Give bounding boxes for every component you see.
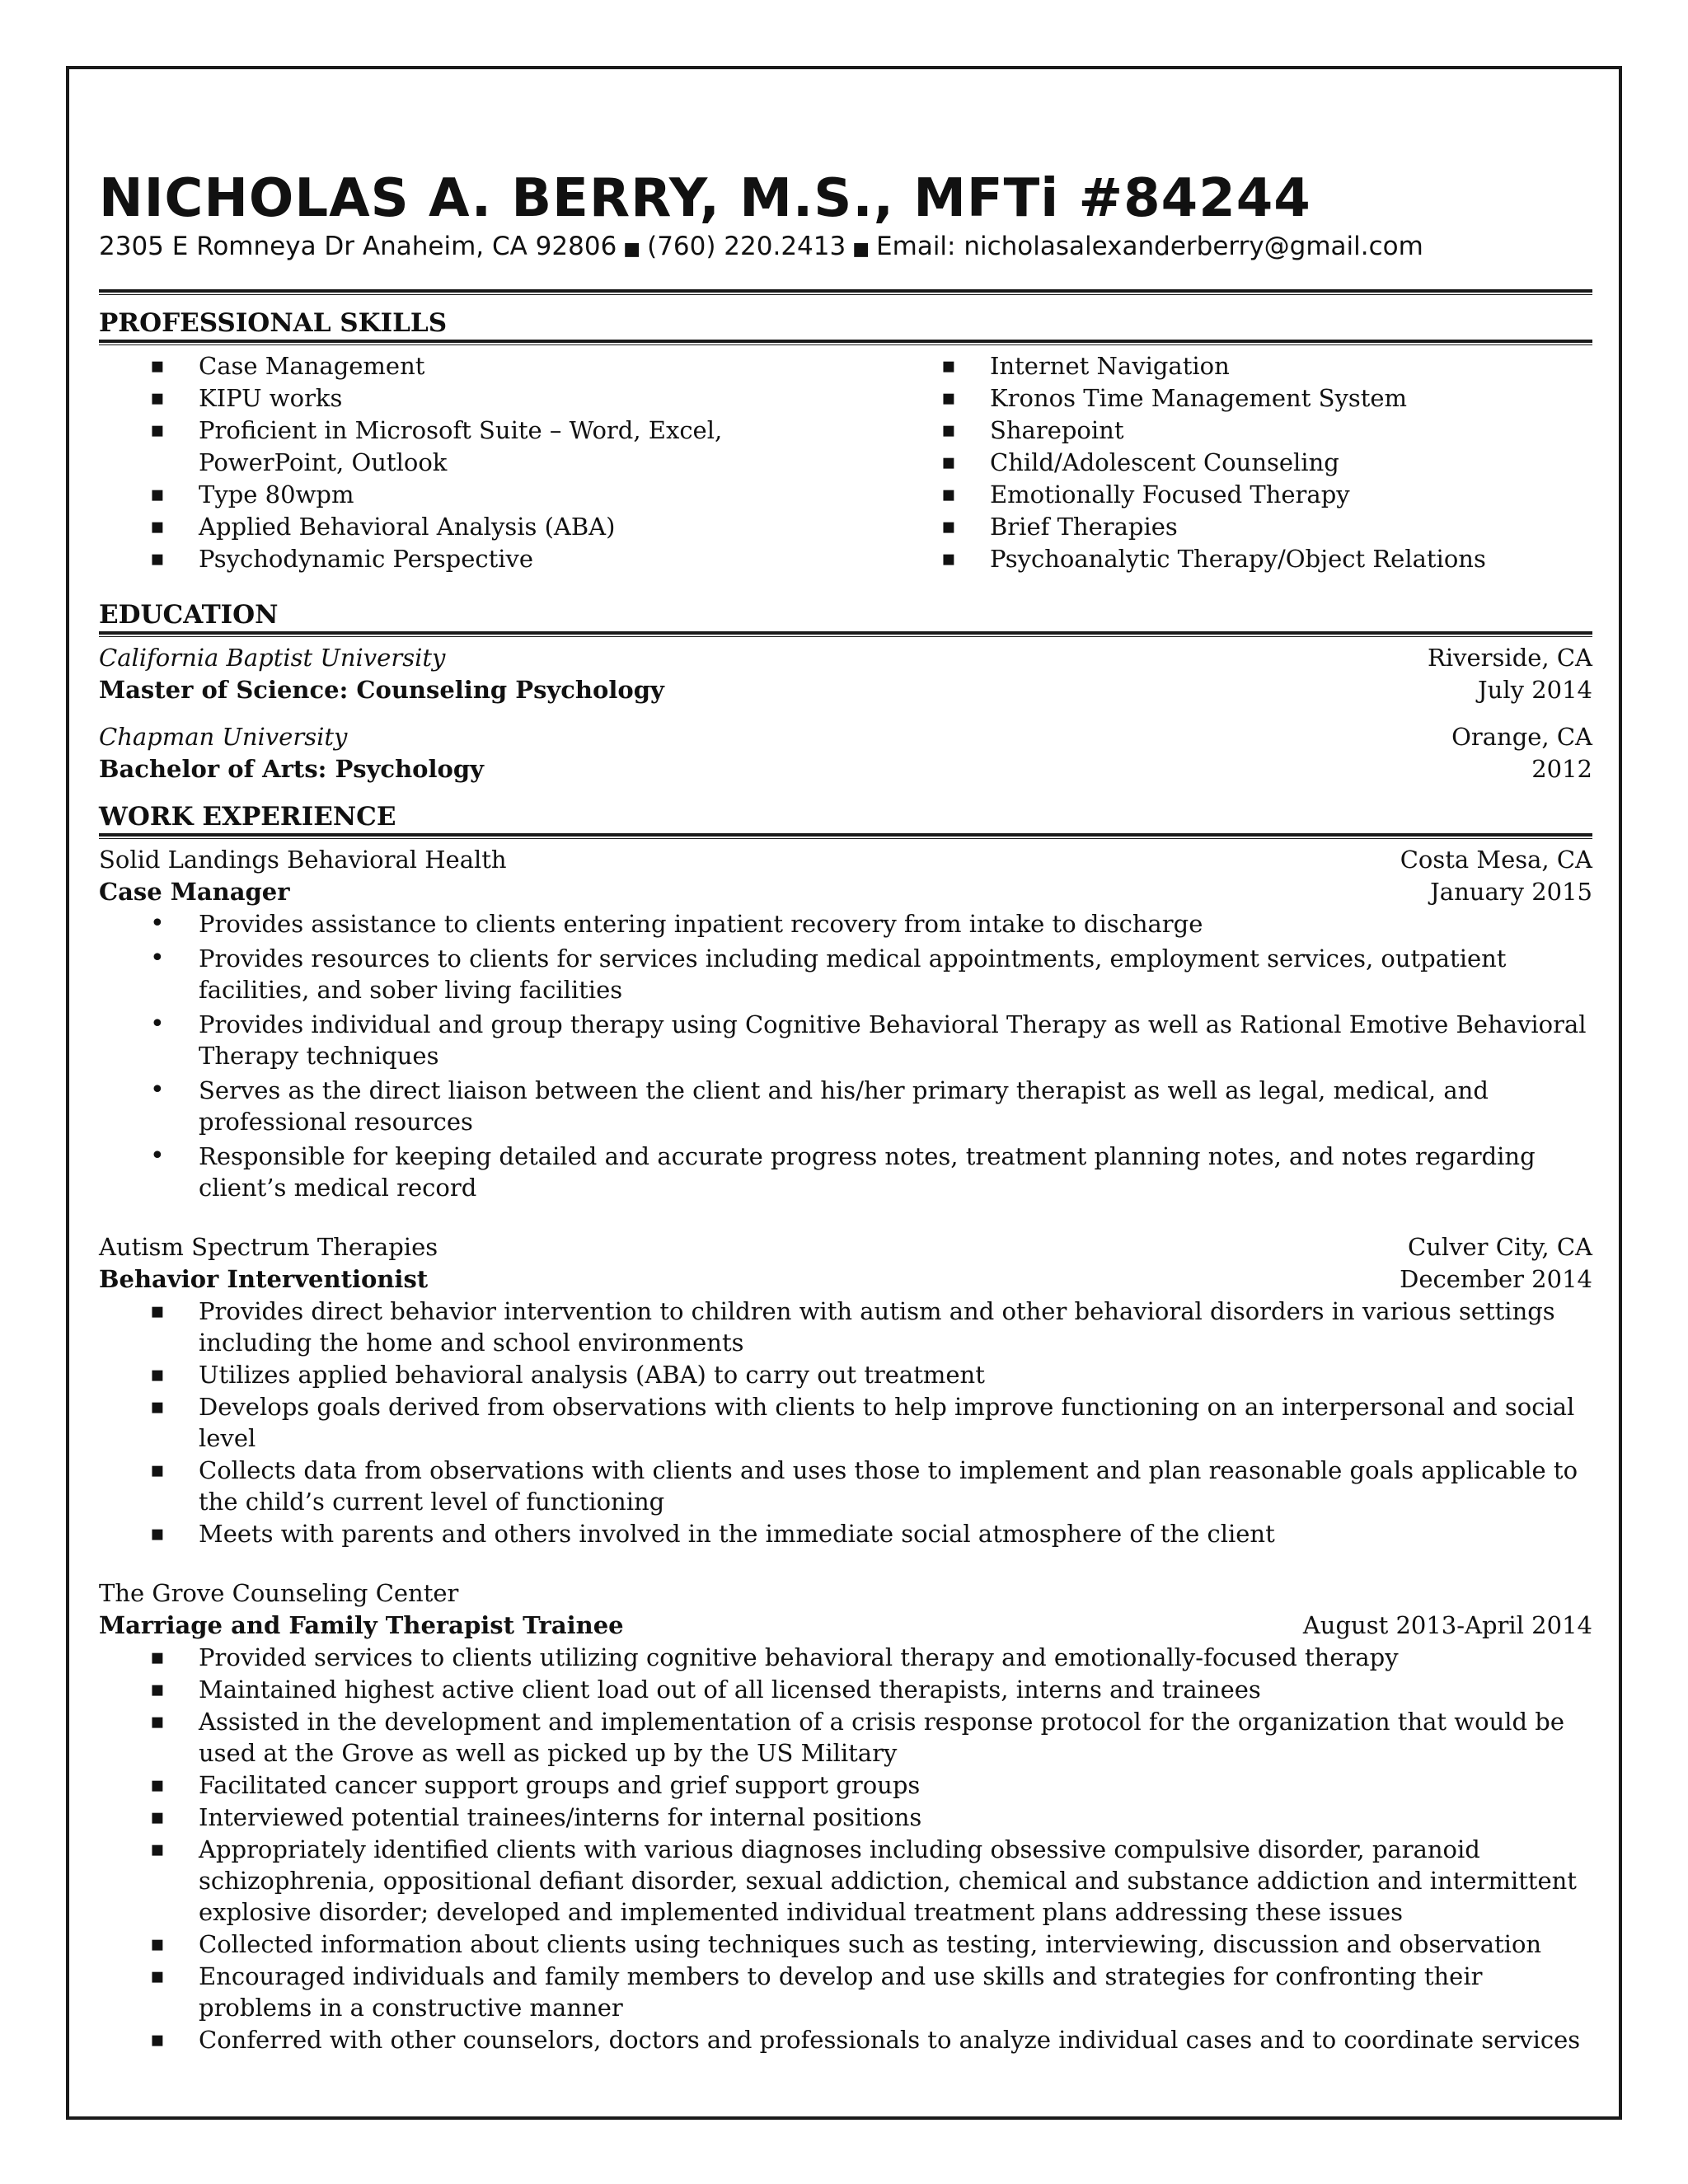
job-bullet: ▪ Utilizes applied behavioral analysis (ABA) to carry out treatment (99, 1359, 1592, 1390)
job-bullet: ▪ Meets with parents and others involved in the immediate social atmosphere of the client (99, 1518, 1592, 1549)
job-title: Case Manager (99, 878, 290, 906)
job-row (99, 1263, 1592, 1296)
degree-date: July 2014 (1478, 676, 1592, 704)
job-bullet: • Serves as the direct liaison between the client and his/her primary therapist as well as legal, medical, and professional resources (99, 1075, 1592, 1137)
school-location: Orange, CA (1451, 723, 1592, 751)
skill-item: ▪ Type 80wpm (99, 479, 890, 511)
education-section (99, 598, 1592, 785)
candidate-name: NICHOLAS A. BERRY, M.S., MFTi #84244 (99, 168, 1311, 229)
education-heading: EDUCATION (99, 600, 279, 630)
education-row (99, 753, 1592, 785)
job-bullet: • Provides individual and group therapy using Cognitive Behavioral Therapy as well as Rational Emotive Behavioral Therapy techniques (99, 1009, 1592, 1071)
school-name: California Baptist University (99, 644, 446, 672)
job-bullet: ▪ Develops goals derived from observations with clients to help improve functioning on an interpersonal and social level (99, 1391, 1592, 1454)
degree: Master of Science: Counseling Psychology (99, 676, 664, 704)
job-bullet: ▪ Facilitated cancer support groups and grief support groups (99, 1769, 1592, 1801)
section-rule (99, 833, 1592, 839)
skill-item: ▪ Kronos Time Management System (890, 382, 1486, 415)
education-row (99, 674, 1592, 706)
work-heading: WORK EXPERIENCE (99, 802, 396, 832)
job-bullet: • Provides resources to clients for services including medical appointments, employment services, outpatient facilities, and sober living facilities (99, 943, 1592, 1005)
job-entry (99, 1231, 1592, 1549)
section-rule (99, 631, 1592, 637)
degree-date: 2012 (1531, 755, 1592, 783)
skill-item: ▪ Psychoanalytic Therapy/Object Relations (890, 543, 1486, 575)
job-entry (99, 844, 1592, 1203)
education-row (99, 642, 1592, 674)
section-rule (99, 340, 1592, 345)
job-bullet: ▪ Provides direct behavior intervention to children with autism and other behavioral disorders in various settings including the home and school environments (99, 1296, 1592, 1358)
skill-item: ▪ Psychodynamic Perspective (99, 543, 890, 575)
school-name: Chapman University (99, 723, 348, 751)
job-bullets (99, 908, 1592, 1203)
job-title: Marriage and Family Therapist Trainee (99, 1611, 624, 1639)
work-section (99, 800, 1592, 2055)
separator-icon: ■ (623, 239, 641, 260)
job-row (99, 1610, 1592, 1642)
job-bullet: ▪ Maintained highest active client load out of all licensed therapists, interns and trainees (99, 1674, 1592, 1705)
skill-item: ▪ Internet Navigation (890, 350, 1486, 382)
job-row (99, 844, 1592, 876)
education-entry (99, 721, 1592, 785)
skill-item: ▪ Applied Behavioral Analysis (ABA) (99, 511, 890, 543)
skills-left (99, 350, 890, 575)
company-name: Solid Landings Behavioral Health (99, 846, 507, 874)
job-bullet: • Provides assistance to clients entering inpatient recovery from intake to discharge (99, 908, 1592, 940)
job-date: January 2015 (1430, 878, 1592, 906)
job-row (99, 1231, 1592, 1263)
job-bullets (99, 1296, 1592, 1549)
job-date: December 2014 (1400, 1265, 1592, 1293)
degree: Bachelor of Arts: Psychology (99, 755, 485, 783)
skills-right (890, 350, 1486, 575)
job-bullet: ▪ Interviewed potential trainees/interns for internal positions (99, 1802, 1592, 1833)
skill-item: ▪ Brief Therapies (890, 511, 1486, 543)
skill-item: ▪ Child/Adolescent Counseling (890, 447, 1486, 479)
job-bullet: ▪ Conferred with other counselors, doctors and professionals to analyze individual cases and to coordinate services (99, 2024, 1592, 2055)
job-entry (99, 1577, 1592, 2055)
job-bullet: ▪ Assisted in the development and implementation of a crisis response protocol for the organization that would be used at the Grove as well as picked up by the US Military (99, 1706, 1592, 1769)
job-location: Culver City, CA (1408, 1233, 1592, 1261)
skills-heading: PROFESSIONAL SKILLS (99, 308, 448, 338)
address: 2305 E Romneya Dr Anaheim, CA 92806 (99, 232, 617, 261)
job-bullet: ▪ Encouraged individuals and family members to develop and use skills and strategies for confronting their problems in a constructive manner (99, 1961, 1592, 2023)
company-name: The Grove Counseling Center (99, 1579, 459, 1607)
education-entry (99, 642, 1592, 706)
education-row (99, 721, 1592, 753)
job-bullets (99, 1642, 1592, 2055)
job-bullet: ▪ Collected information about clients using techniques such as testing, interviewing, discussion and observation (99, 1929, 1592, 1960)
job-location: Costa Mesa, CA (1400, 846, 1592, 874)
job-title: Behavior Interventionist (99, 1265, 429, 1293)
contact-line (99, 230, 1592, 266)
job-bullet: • Responsible for keeping detailed and accurate progress notes, treatment planning notes, and notes regarding client’s medical record (99, 1141, 1592, 1203)
job-bullet: ▪ Appropriately identified clients with various diagnoses including obsessive compulsive disorder, paranoid schizophrenia, oppositional defiant disorder, sexual addiction, chemical and substance addiction and intermittent explosive disorder; developed and implemented individual treatment plans addressing these issues (99, 1834, 1592, 1928)
email: Email: nicholasalexanderberry@gmail.com (876, 232, 1423, 261)
job-bullet: ▪ Collects data from observations with clients and uses those to implement and plan reasonable goals applicable to the child’s current level of functioning (99, 1455, 1592, 1517)
job-row (99, 876, 1592, 908)
phone: (760) 220.2413 (647, 232, 846, 261)
resume-content (99, 169, 1592, 2070)
school-location: Riverside, CA (1428, 644, 1592, 672)
skill-item: ▪ KIPU works (99, 382, 890, 415)
company-name: Autism Spectrum Therapies (99, 1233, 438, 1261)
skills-section (99, 289, 1592, 575)
separator-icon: ■ (852, 239, 870, 260)
job-date: August 2013-April 2014 (1302, 1611, 1592, 1639)
skill-item: ▪ Sharepoint (890, 415, 1486, 447)
skill-item: ▪ Proficient in Microsoft Suite – Word, Excel, PowerPoint, Outlook (99, 415, 792, 479)
skill-item: ▪ Case Management (99, 350, 890, 382)
section-rule (99, 289, 1592, 295)
job-row (99, 1577, 1592, 1610)
skills-columns (99, 350, 1592, 575)
skill-item: ▪ Emotionally Focused Therapy (890, 479, 1486, 511)
job-bullet: ▪ Provided services to clients utilizing cognitive behavioral therapy and emotionally-focused therapy (99, 1642, 1592, 1673)
